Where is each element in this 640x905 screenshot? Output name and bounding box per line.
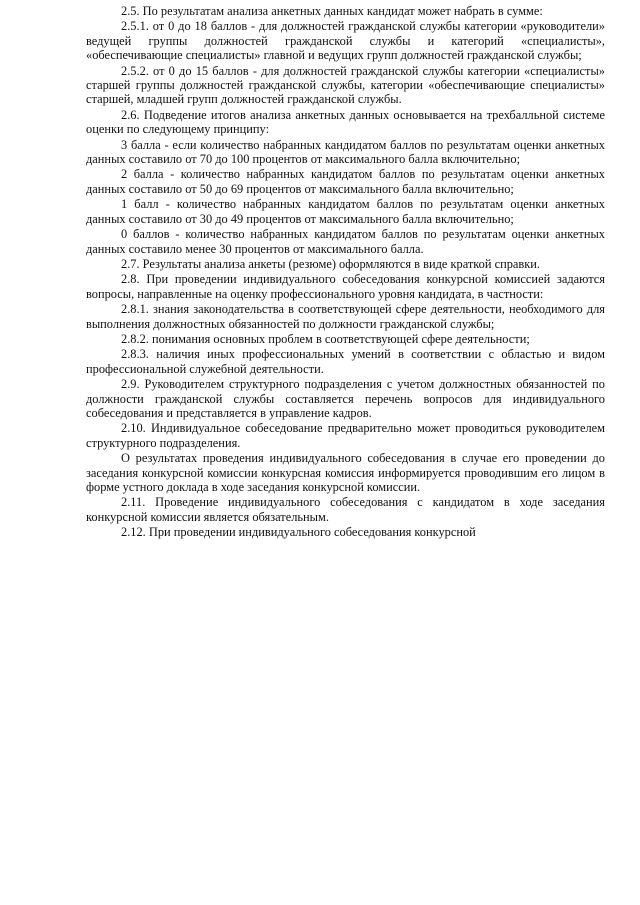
paragraph-2-12: 2.12. При проведении индивидуального собеседования конкурсной bbox=[121, 525, 476, 540]
paragraph-2-points: 2 балла - количество набранных кандидатом баллов по результатам оценки анкетных данных составило от 50 до 69 процентов от максимального балла включительно; bbox=[86, 167, 605, 196]
paragraph-2-5: 2.5. По результатам анализа анкетных данных кандидат может набрать в сумме: bbox=[121, 4, 543, 18]
document-page bbox=[86, 4, 605, 540]
paragraph-3-points: 3 балла - если количество набранных кандидатом баллов по результатам оценки анкетных данных составило от 70 до 100 процентов от максимального балла включительно; bbox=[86, 137, 605, 167]
paragraph-interview-results: О результатах проведения индивидуального собеседования в случае его проведении до заседания конкурсной комиссии конкурсная комиссия информируется проводившим его лицом в форме устного доклада в ходе заседания конкурсной комиссии. bbox=[86, 451, 605, 494]
paragraph-2-7: 2.7. Результаты анализа анкеты (резюме) оформляются в виде краткой справки. bbox=[121, 256, 541, 271]
paragraph-2-8: 2.8. При проведении индивидуального собеседования конкурсной комиссией задаются вопросы, направленные на оценку профессионального уровня кандидата, в частности: bbox=[86, 272, 605, 301]
paragraph-2-9: 2.9. Руководителем структурного подразделения с учетом должностных обязанностей по должности гражданской службы составляется перечень вопросов для индивидуального собеседования и представляется в управление кадров. bbox=[86, 377, 605, 420]
paragraph-2-5-2: 2.5.2. от 0 до 15 баллов - для должностей гражданской службы категории «специалисты» старшей группы должностей гражданской службы, категории «обеспечивающие специалисты» старшей, младшей групп должностей гражданской службы. bbox=[86, 63, 605, 107]
paragraph-1-point: 1 балл - количество набранных кандидатом баллов по результатам оценки анкетных данных составило от 30 до 49 процентов от максимального балла включительно; bbox=[86, 197, 605, 226]
paragraph-2-11: 2.11. Проведение индивидуального собеседования с кандидатом в ходе заседания конкурсной комиссии является обязательным. bbox=[86, 495, 605, 524]
paragraph-0-points: 0 баллов - количество набранных кандидатом баллов по результатам оценки анкетных данных составило менее 30 процентов от максимального балла. bbox=[86, 227, 605, 256]
paragraph-2-8-2: 2.8.2. понимания основных проблем в соответствующей сфере деятельности; bbox=[121, 331, 530, 346]
paragraph-2-8-3: 2.8.3. наличия иных профессиональных умений в соответствии с областью и видом профессиональной служебной деятельности. bbox=[86, 347, 605, 376]
paragraph-2-8-1: 2.8.1. знания законодательства в соответствующей сфере деятельности, необходимого для выполнения должностных обязанностей по должности гражданской службы; bbox=[86, 302, 605, 331]
paragraph-2-5-1: 2.5.1. от 0 до 18 баллов - для должностей гражданской службы категории «руководители» ведущей группы должностей гражданской службы и категорий «специалисты», «обеспечивающие специалисты» главной и ведущих групп должностей гражданской службы; bbox=[86, 19, 605, 63]
paragraph-2-10: 2.10. Индивидуальное собеседование предварительно может проводиться руководителем структурного подразделения. bbox=[86, 421, 605, 450]
paragraph-2-6: 2.6. Подведение итогов анализа анкетных данных основывается на трехбалльной системе оценки по следующему принципу: bbox=[86, 107, 605, 137]
